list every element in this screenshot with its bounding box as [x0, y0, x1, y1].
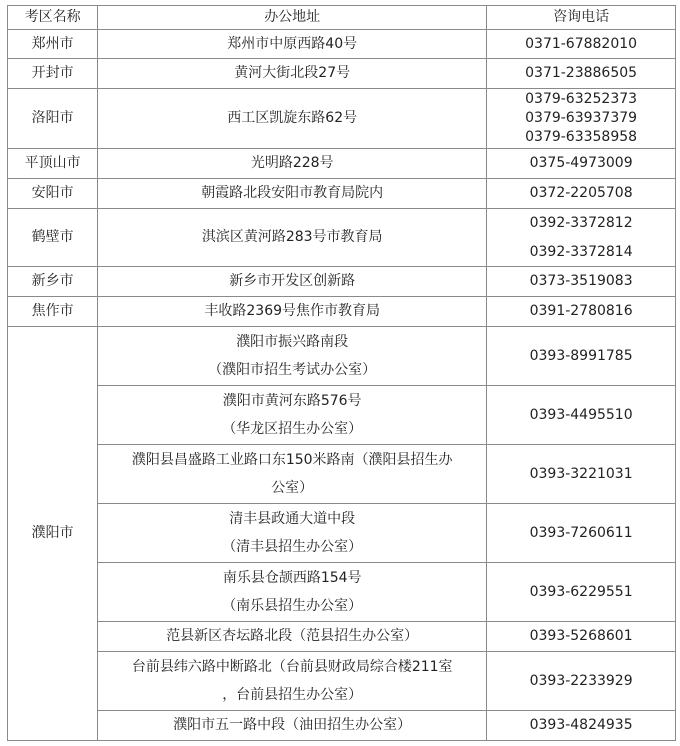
- phone-cell: [487, 267, 676, 297]
- phone-cell: [487, 622, 676, 652]
- table-row: [8, 622, 676, 652]
- address-cell: [98, 652, 487, 711]
- phone-cell: [487, 652, 676, 711]
- table-row: [8, 209, 676, 267]
- address-cell: [98, 711, 487, 741]
- phone-cell: [487, 563, 676, 622]
- header-address: 办公地址: [98, 6, 487, 30]
- phone-number: 0393-7260611: [529, 524, 633, 541]
- phone-cell: [487, 149, 676, 179]
- phone-cell: [487, 445, 676, 504]
- address-line: 丰收路2369号焦作市教育局: [204, 303, 381, 319]
- phone-number: 0393-8991785: [529, 347, 633, 364]
- district-cell: 濮阳市: [8, 327, 98, 741]
- table-row: [8, 267, 676, 297]
- address-line: 淇滨区黄河路283号市教育局: [201, 229, 383, 245]
- phone-number: 0371-67882010: [525, 35, 638, 52]
- table-row: [8, 179, 676, 209]
- phone-number: 0393-4824935: [529, 717, 633, 733]
- address-cell: [98, 386, 487, 445]
- table-header-row: [8, 6, 676, 30]
- address-cell: [98, 149, 487, 179]
- district-cell: 平顶山市: [8, 149, 98, 179]
- address-line: 郑州市中原西路40号: [227, 35, 358, 52]
- address-cell: [98, 622, 487, 652]
- phone-number: 0371-23886505: [525, 65, 638, 81]
- phone-cell: [487, 30, 676, 59]
- district-cell: 新乡市: [8, 267, 98, 297]
- phone-number: 0379-63358958: [525, 129, 638, 145]
- phone-number: 0393-3221031: [529, 465, 633, 482]
- district-cell: 洛阳市: [8, 89, 98, 149]
- table-row: [8, 149, 676, 179]
- address-line: 光明路228号: [250, 155, 334, 171]
- phone-cell: [487, 386, 676, 445]
- phone-number: 0392-3372814: [529, 243, 633, 260]
- phone-number: 0393-5268601: [529, 628, 633, 644]
- address-line: 范县新区杏坛路北段（范县招生办公室）: [166, 628, 419, 644]
- phone-cell: [487, 89, 676, 149]
- district-cell: 鹤壁市: [8, 209, 98, 267]
- phone-number: 0392-3372812: [529, 214, 633, 231]
- header-phone: 咨询电话: [487, 6, 676, 30]
- phone-number: 0372-2205708: [529, 185, 633, 201]
- table-row: [8, 89, 676, 149]
- address-cell: [98, 563, 487, 622]
- phone-number: 0393-4495510: [529, 406, 633, 423]
- header-district: 考区名称: [8, 6, 98, 30]
- table-row: [8, 711, 676, 741]
- address-cell: [98, 504, 487, 563]
- phone-number: 0391-2780816: [529, 303, 633, 319]
- address-cell: [98, 89, 487, 149]
- district-cell: 郑州市: [8, 30, 98, 59]
- table-row: [8, 297, 676, 327]
- address-line: 朝霞路北段安阳市教育局院内: [201, 185, 384, 201]
- address-line: 台前县纬六路中断路北（台前县财政局综合楼211室: [131, 659, 453, 675]
- table-row: [8, 563, 676, 622]
- phone-cell: [487, 711, 676, 741]
- district-cell: 焦作市: [8, 297, 98, 327]
- address-cell: [98, 327, 487, 386]
- table-row: [8, 652, 676, 711]
- address-line: 新乡市开发区创新路: [229, 273, 356, 289]
- table-row: [8, 504, 676, 563]
- address-line: 濮阳县昌盛路工业路口东150米路南（濮阳县招生办: [131, 452, 453, 468]
- address-cell: [98, 209, 487, 267]
- table-row: [8, 30, 676, 59]
- phone-number: 0375-4973009: [529, 155, 633, 171]
- phone-number: 0393-2233929: [529, 672, 633, 689]
- phone-cell: [487, 59, 676, 89]
- phone-cell: [487, 297, 676, 327]
- phone-cell: [487, 504, 676, 563]
- address-line: （濮阳市招生考试办公室）: [208, 362, 377, 378]
- address-line: 濮阳市振兴路南段: [236, 334, 349, 350]
- phone-number: 0393-6229551: [529, 583, 633, 600]
- address-line: （华龙区招生办公室）: [222, 421, 363, 437]
- address-cell: [98, 267, 487, 297]
- address-line: （清丰县招生办公室）: [222, 539, 363, 555]
- district-cell: 安阳市: [8, 179, 98, 209]
- address-line: 公室）: [271, 480, 314, 496]
- exam-office-table: [7, 5, 676, 741]
- table-row: [8, 445, 676, 504]
- phone-cell: [487, 179, 676, 209]
- address-cell: [98, 59, 487, 89]
- phone-number: 0373-3519083: [529, 273, 633, 289]
- address-cell: [98, 445, 487, 504]
- phone-cell: [487, 209, 676, 267]
- address-cell: [98, 179, 487, 209]
- address-cell: [98, 297, 487, 327]
- address-line: 清丰县政通大道中段: [229, 511, 356, 527]
- table-row: [8, 59, 676, 89]
- district-cell: 开封市: [8, 59, 98, 89]
- phone-number: 0379-63937379: [525, 110, 638, 126]
- phone-cell: [487, 327, 676, 386]
- address-line: 西工区凯旋东路62号: [227, 110, 358, 126]
- phone-number: 0379-63252373: [525, 91, 638, 107]
- address-line: （南乐县招生办公室）: [222, 598, 363, 614]
- table-row: [8, 327, 676, 386]
- address-cell: [98, 30, 487, 59]
- address-line: 南乐县仓颉西路154号: [222, 570, 362, 586]
- table-row: [8, 386, 676, 445]
- address-line: 濮阳市黄河东路576号: [222, 393, 362, 409]
- address-line: 黄河大街北段27号: [234, 65, 351, 81]
- address-line: ，台前县招生办公室）: [222, 687, 363, 703]
- address-line: 濮阳市五一路中段（油田招生办公室）: [173, 717, 412, 733]
